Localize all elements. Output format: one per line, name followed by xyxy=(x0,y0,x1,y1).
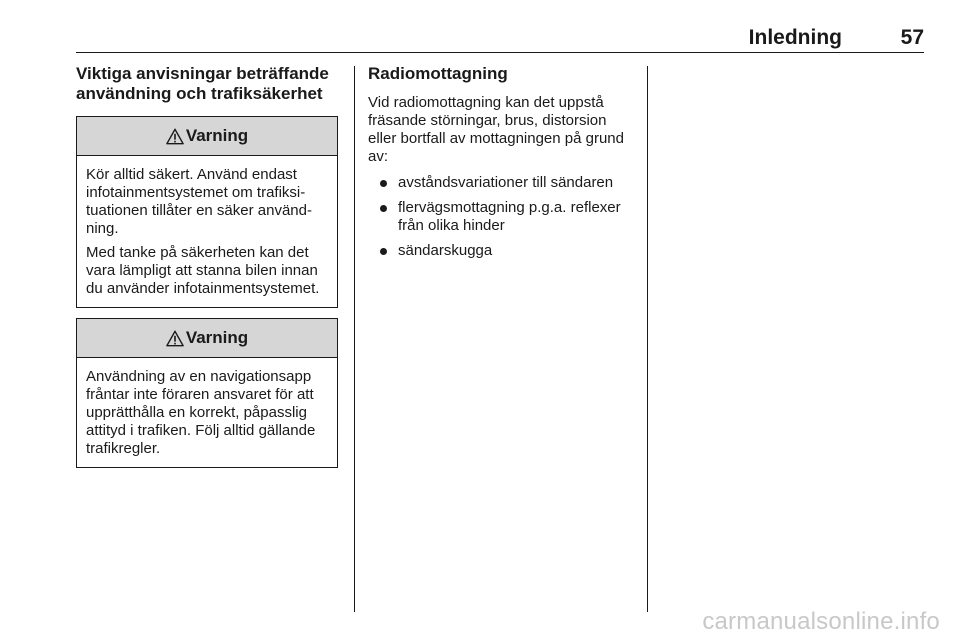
warning-triangle-icon xyxy=(166,330,184,347)
warning-title: Varning xyxy=(185,328,249,347)
left-column xyxy=(76,64,338,468)
list-item xyxy=(368,199,634,235)
warning-header xyxy=(77,117,337,156)
warning-title: Varning xyxy=(185,126,249,145)
watermark-text: carmanualsonline.info xyxy=(702,608,940,635)
warning-paragraph: Kör alltid säkert. Använd endast infotainmentsystemet om trafiksituationen tillåter en säker användning. xyxy=(86,166,312,237)
list-item-text: flervägsmottagning p.g.a. reflexer från olika hinder xyxy=(398,199,621,234)
column-divider-left xyxy=(354,66,355,612)
warning-box-1 xyxy=(76,116,338,308)
list-item-text: avståndsvariationer till sändaren xyxy=(398,174,614,191)
intro-paragraph: Vid radiomottagning kan det uppstå fräsande störningar, brus, distorsion eller bortfall av mottagningen på grund av: xyxy=(368,94,624,165)
page-number: 57 xyxy=(900,26,924,49)
warning-paragraph: Med tanke på säkerheten kan det vara lämpligt att stanna bilen innan du använder infotainmentsystemet. xyxy=(86,244,320,297)
warning-box-2 xyxy=(76,318,338,468)
page-header xyxy=(76,26,924,53)
warning-body xyxy=(77,156,337,307)
section-heading-safety: Viktiga anvisningar beträffande användning och trafiksäkerhet xyxy=(76,64,329,103)
cause-list xyxy=(368,174,634,260)
warning-body xyxy=(77,358,337,467)
bullet-icon xyxy=(380,205,387,212)
warning-triangle-icon xyxy=(166,128,184,145)
bullet-icon xyxy=(380,180,387,187)
list-item xyxy=(368,174,634,192)
section-title: Inledning xyxy=(748,26,842,49)
middle-column xyxy=(368,64,634,267)
column-divider-right xyxy=(647,66,648,612)
list-item-text: sändarskugga xyxy=(398,242,493,259)
warning-header xyxy=(77,319,337,358)
warning-paragraph: Användning av en navigationsapp fråntar inte föraren ansvaret för att upprätthålla en korrekt, påpasslig attityd i trafiken. Följ alltid gällande trafikregler. xyxy=(86,368,316,457)
list-item xyxy=(368,242,634,260)
section-heading-radio: Radiomottagning xyxy=(368,64,508,83)
bullet-icon xyxy=(380,248,387,255)
